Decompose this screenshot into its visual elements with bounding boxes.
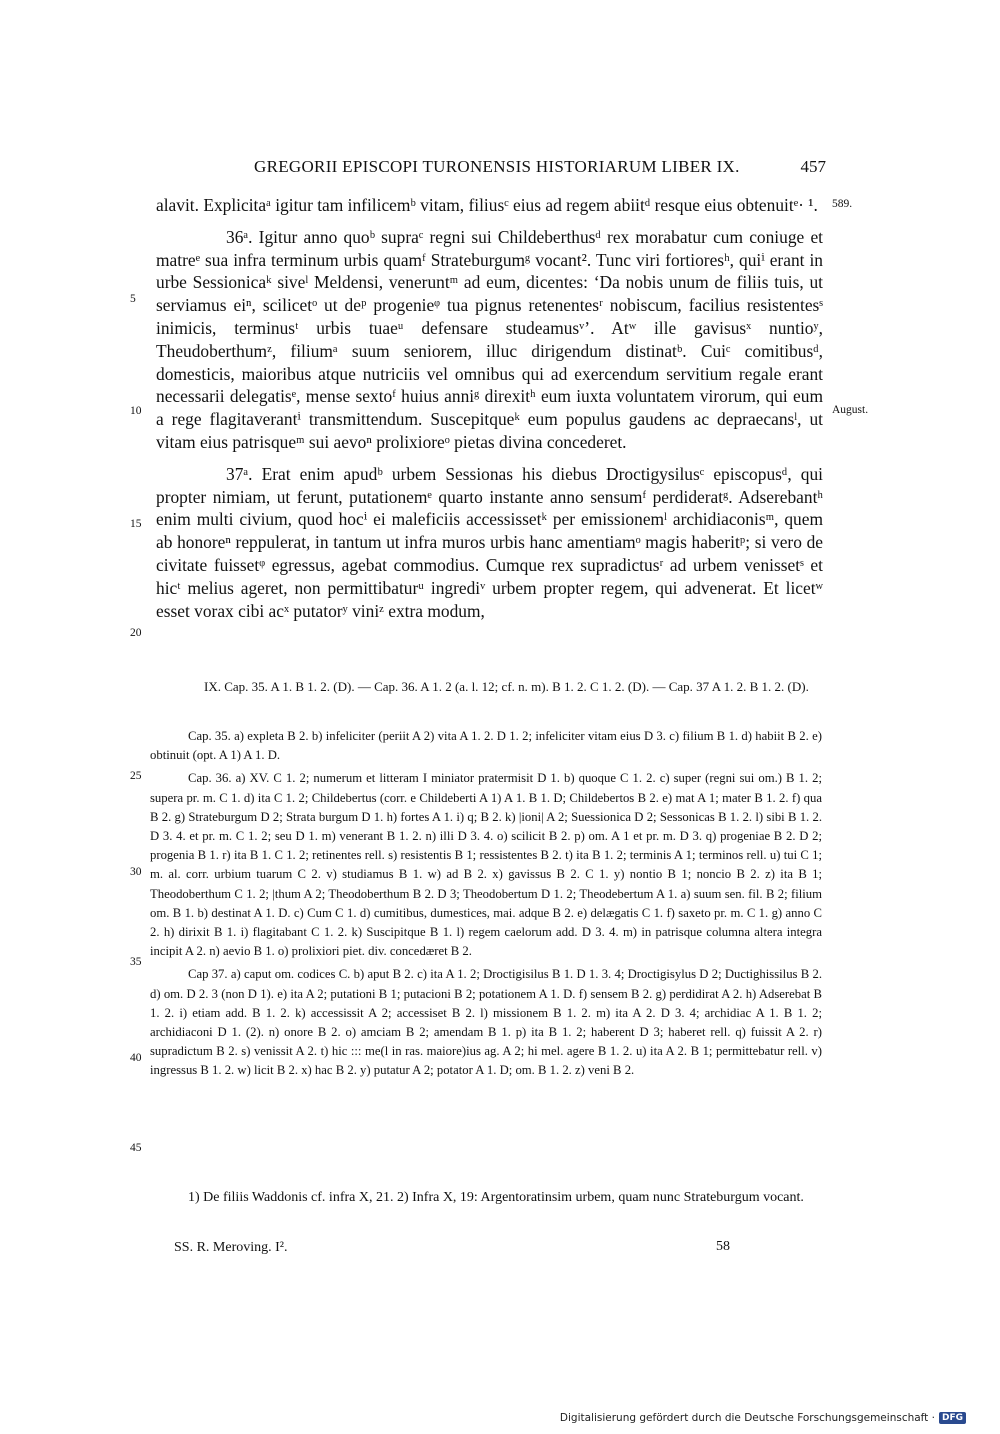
apparatus-cap-36: Cap. 36. a) XV. C 1. 2; numerum et litteram I miniator pratermisit D 1. b) quoque C 1. 2. c) super (regni sui om.) B 1. 2; supera pr. m. C 1. d) ita C 1. 2; Childebertus (corr. e Childeberti A 1) A 1. B 1. D; Childebertos B 2. e) mat A 1; mater B 1. 2. f) qua B 2. g) Strateburgum D 2; Strata burgum D 1. h) fortes A 1. i) q; B 2. k) |ioni| A 2; Suessionica D 2; Sessonicas B 1. 2. l) sibi B 1. 2. D 3. 4. et pr. m. C 1. 2; seu D 1. m) venerant B 1. 2. n) illi D 3. 4. o) scilicit B 2. p) om. A 1 et pr. m. D 3. q) progeniae B 2. D 2; progenia B 1. r) ita B 1. C 1. 2; retinentes rell. s) resistentis B 1; ressistentes B 2. t) ita B 1. 2; terminis A 1; terminos rell. u) tui C 1; m. al. corr. urbium tuarum C 2. v) studiamus B 1. w) ad B 2. x) gavissus B 2. C 1. y) nontio B 1; noncio B 2. z) ita B 1; Theodoberthum C 1. 2; |thum A 2; Theodoberthum B 2. D 3; Theodobertum D 1. 2; Theodebertum A 1. a) suum sen. fil. B 2; filium om. B 1. b) destinat A 1. D. c) Cum C 1. d) cumitibus, dumestices, mai. adque B 2. e) delægatis C 1. f) saxeto pr. m. C 1. g) anno C 2. h) dirixit B 1. i) flagitabant C 1. 2. k) Suscipitque B 1. l) regem caelorum add. D 3. 4. m) in patrisque columna altera integra incipit A 2. n) aevio B 1. o) prolixiori piet. div. concedæret B 2. [150,771,822,959]
margin-year: 589. [832,198,853,210]
paragraph-chapter-36: 36ᵃ. Igitur anno quoᵇ supraᶜ regni sui Childeberthusᵈ rex morabatur cum coniuge et matreᵉ sua infra terminum urbis quamᶠ Strateburgumᵍ vocant². Tunc viri fortioresʰ, quiⁱ erant in urbe Sessionicaᵏ siveˡ Meldensi, veneruntᵐ ad eum, dicentes: ʻDa nobis unum de filiis tuis, ut serviamus eiⁿ, scilicetᵒ ut deᵖ progenieᵠ tua pignus retenentesʳ nobiscum, facilius resistentesˢ inimicis, terminusᵗ urbis tuaeᵘ defensare studeamusᵛʼ. Atʷ ille gavisusˣ nuntioʸ, Theudoberthumᶻ, filiumᵃ suum seniorem, illuc dirigendum distinatᵇ. Cuiᶜ comitibusᵈ, domesticis, maioribus atque nutriciis vel omnibus qui ad exercendum servitium regale erant necessarii delegatisᵉ, mense sextoᶠ huius anniᵍ direxitʰ eum iuxta voluntatem virorum, qui eum a rege flagitaverantⁱ transmittendum. Suscepitqueᵏ eum populus gaudens ac depraecansˡ, ut vitam eius patrisqueᵐ sui aevoⁿ prolixioreᵒ pietas divina concederet. [156,226,823,452]
critical-apparatus [150,727,822,1081]
line-number: 15 [130,518,142,530]
line-number: 25 [130,770,142,782]
main-text [156,194,823,622]
line-number: 35 [130,956,142,968]
footnote-text: 1) De filiis Waddonis cf. infra X, 21. 2) Infra X, 19: Argentoratinsim urbem, quam nunc Strateburgum vocant. [188,1190,804,1205]
apparatus-sources-text: IX. Cap. 35. A 1. B 1. 2. (D). — Cap. 36. A 1. 2 (a. l. 12; cf. n. m). B 1. 2. C 1. 2. (D). — Cap. 37 A 1. 2. B 1. 2. (D). [204,679,809,694]
footnotes [150,1186,826,1209]
digitization-footer [560,1412,966,1424]
line-number: 20 [130,627,142,639]
page-number: 457 [800,157,826,176]
dfg-logo: DFG [939,1412,966,1424]
paragraph-chapter-37: 37ᵃ. Erat enim apudᵇ urbem Sessionas his diebus Droctigysilusᶜ episcopusᵈ, qui propter nimiam, ut ferunt, putationemᵉ quarto instante anno sensumᶠ perdideratᵍ. Adserebantʰ enim multi civium, quod hocⁱ ei maleficiis accessissetᵏ per emissionemˡ archidiaconisᵐ, quem ab honoreⁿ reppulerat, in tantum ut infra muros urbis hanc amentiamᵒ magis haberitᵖ; si vero de civitate fuissetᵠ egressus, agebat commodius. Cumque rex supradictusʳ ad urbem venissetˢ et hicᵗ melius ageret, non permittibaturᵘ ingrediᵛ urbem propter regem, qui advenerat. Et licetʷ esset vorax cibi acˣ putatorʸ viniᶻ extra modum, [156,463,823,621]
line-number: 45 [130,1142,142,1154]
printer-signature: SS. R. Meroving. I². [174,1240,288,1255]
apparatus-cap-35: Cap. 35. a) expleta B 2. b) infeliciter (periit A 2) vita A 1. 2. D 1. 2; infeliciter vitam eius D 3. c) filium B 1. d) habiit B 2. e) obtinuit (opt. A 1) A 1. D. [150,729,822,763]
line-number: 10 [130,405,142,417]
line-number: 30 [130,866,142,878]
line-number: 40 [130,1052,142,1064]
apparatus-cap-37: Cap 37. a) caput om. codices C. b) aput B 2. c) ita A 1. 2; Droctigisilus B 1. D 1. 3. 4; Droctigisylus D 2; Ductighissilus B 2. d) om. D 2. 3 (non D 1). e) ita A 2; putationi B 1; putacioni B 2; potationem A 1. D. f) sensem B 2. g) perdidirat A 2. h) Adserebat B 1. 2. i) etiam add. B 1. 2. k) accessissit A 2; accessiset B 2. l) missionem B 1. 2. m) ita A 2. D 3. 4; archidiac A 1. B 1. 2; archidiaconi D 1. (2). n) onore B 2. o) amciam B 2; amendam B 1. p) ita B 1. 2; haberent D 3; haberet rell. q) fuissit A 2. r) supradictum B 2. s) venissit A 2. t) hic ::: me(l in ras. maiore)ius ag. A 2; hi mel. agere B 1. 2. u) ita A 2. B 1; permittebatur rell. v) ingressus B 1. 2. w) licit B 2. x) hac B 2. y) putatur A 2; potator A 1. D; om. B 1. 2. z) veni B 2. [150,967,822,1078]
paragraph-continuation: alavit. Explicitaᵃ igitur tam infilicemᵇ vitam, filiusᶜ eius ad regem abiitᵈ resque eius obtenuitᵉ· ¹. [156,195,818,215]
apparatus-sources [204,677,822,697]
sheet-number: 58 [716,1239,730,1254]
line-number: 5 [130,293,136,305]
margin-month: August. [832,404,869,416]
digitization-text: Digitalisierung gefördert durch die Deutsche Forschungsgemeinschaft · [559,1412,935,1424]
running-title: GREGORII EPISCOPI TURONENSIS HISTORIARUM LIBER IX. [254,157,740,176]
